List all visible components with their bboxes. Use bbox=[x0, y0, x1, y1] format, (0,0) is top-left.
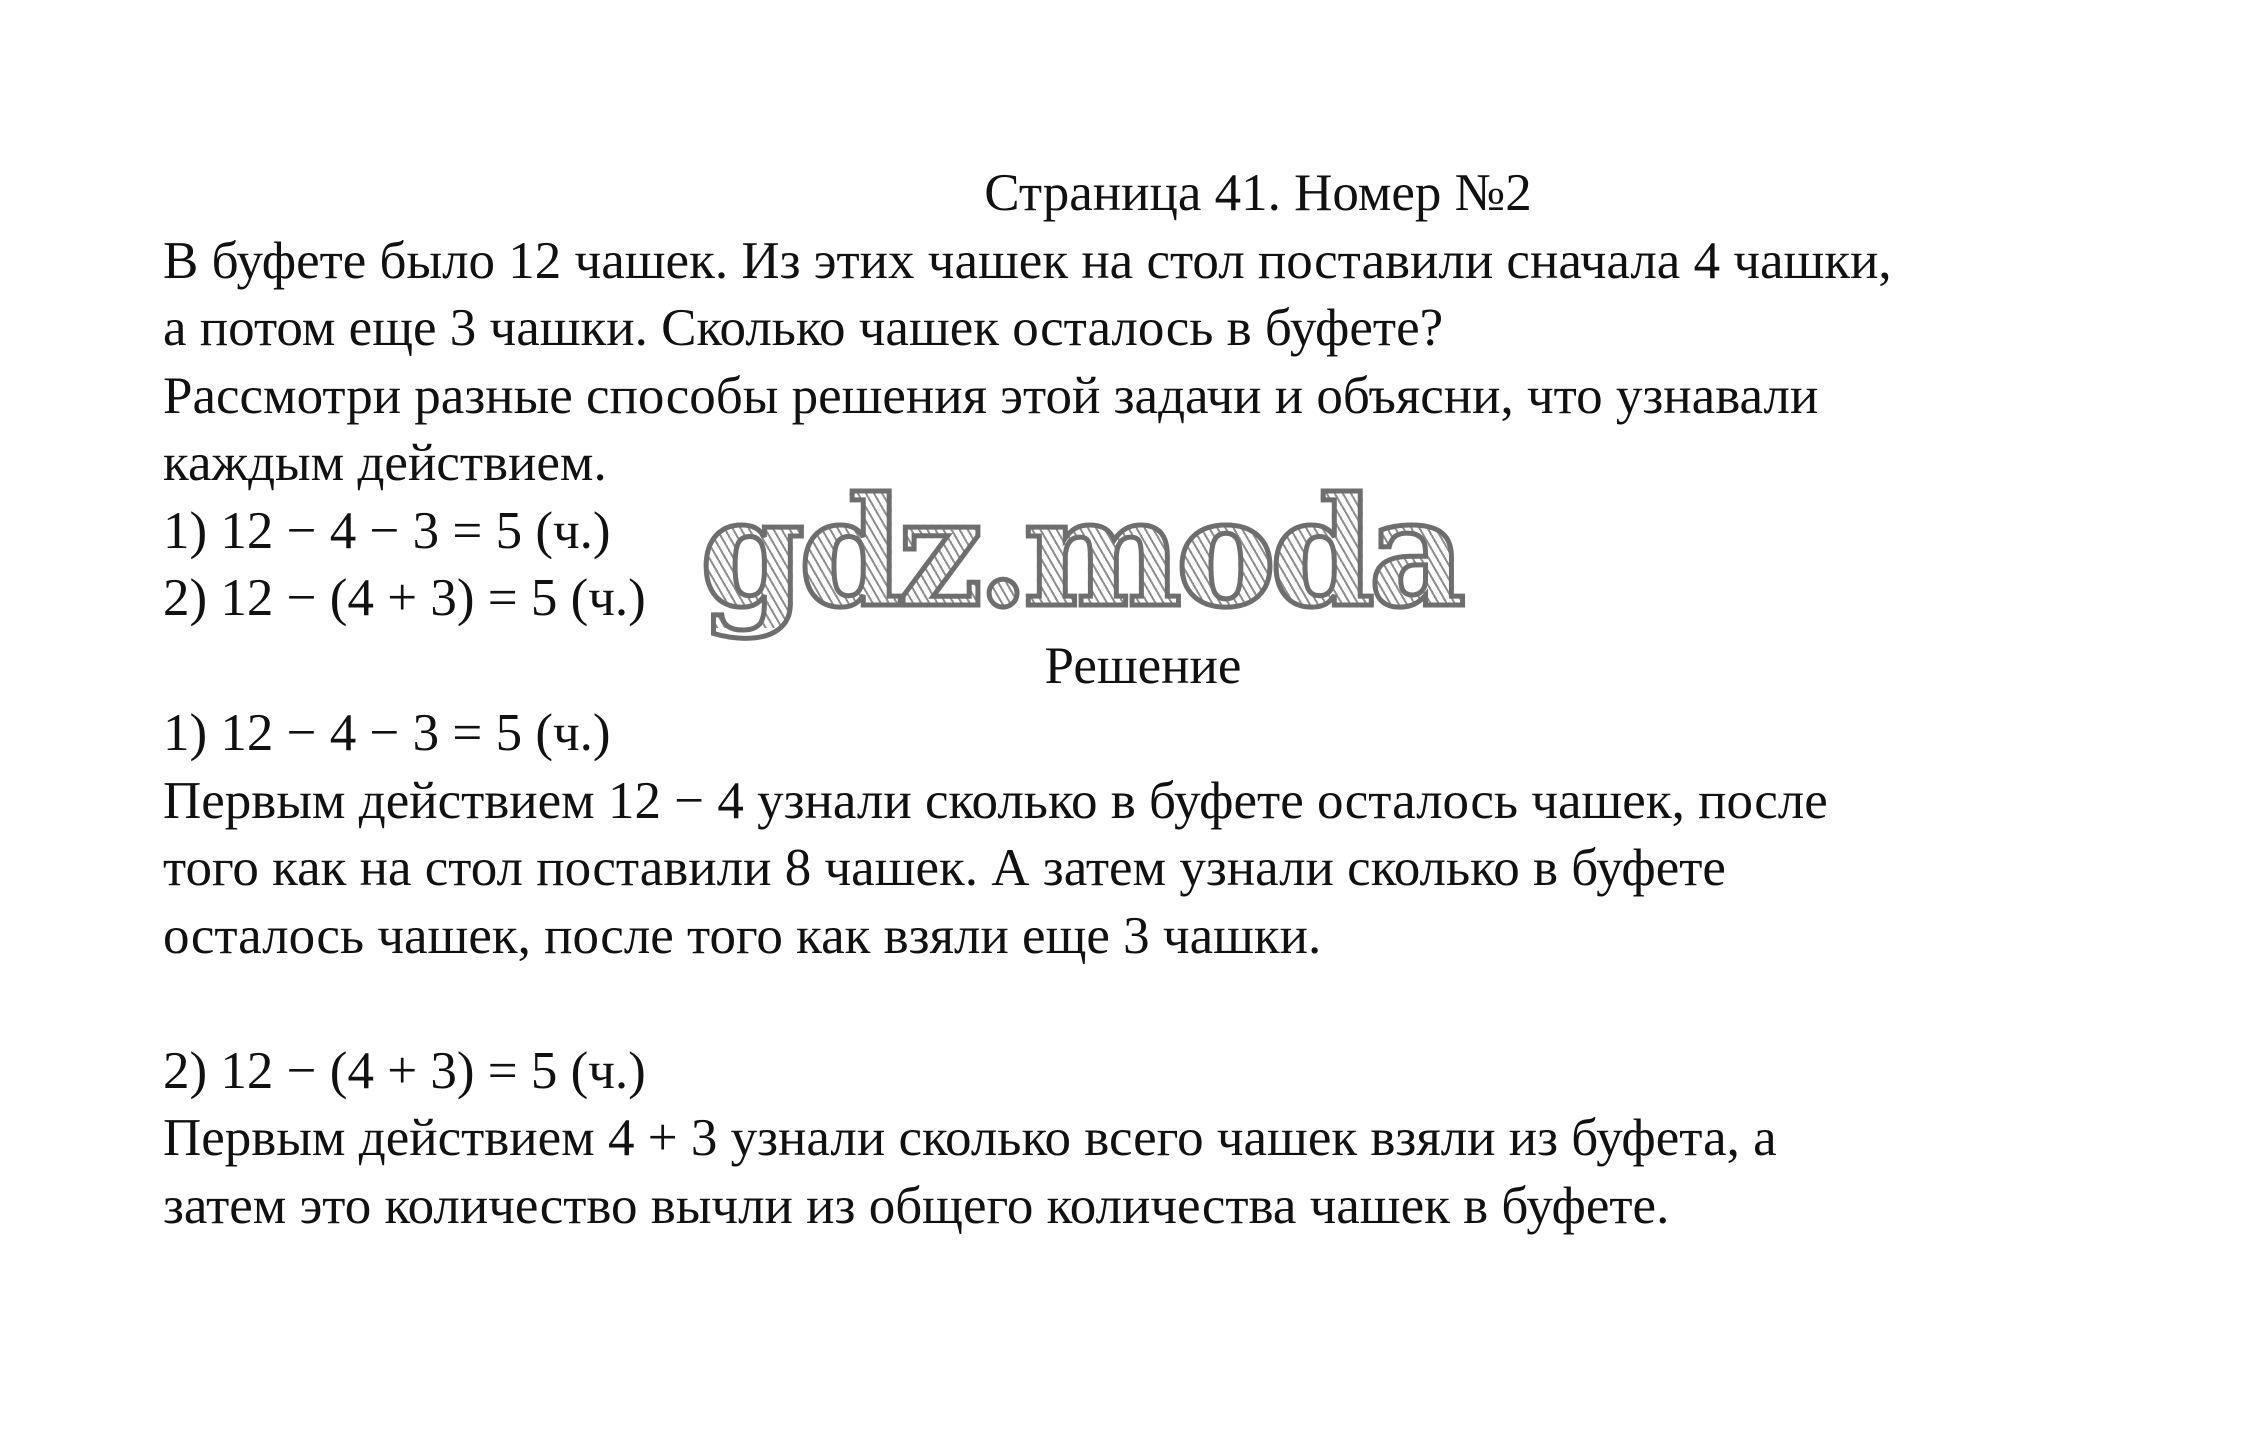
solution-1-line-2: того как на стол поставили 8 чашек. А затем узнали сколько в буфете bbox=[163, 839, 1726, 897]
problem-line-4: каждым действием. bbox=[163, 434, 607, 492]
page-title: Страница 41. Номер №2 bbox=[984, 164, 1532, 222]
solution-equation-2: 2) 12 − (4 + 3) = 5 (ч.) bbox=[163, 1041, 646, 1100]
problem-method-1: 1) 12 − 4 − 3 = 5 (ч.) bbox=[163, 501, 611, 560]
problem-line-2: а потом еще 3 чашки. Сколько чашек осталось в буфете? bbox=[163, 299, 1444, 357]
document-page bbox=[163, 160, 2123, 1240]
solution-2-line-1: Первым действием 4 + 3 узнали сколько всего чашек взяли из буфета, а bbox=[163, 1109, 1777, 1167]
solution-equation-1: 1) 12 − 4 − 3 = 5 (ч.) bbox=[163, 704, 611, 762]
solution-1-line-1: Первым действием 12 − 4 узнали сколько в буфете осталось чашек, после bbox=[163, 771, 1828, 830]
problem-line-1: В буфете было 12 чашек. Из этих чашек на стол поставили сначала 4 чашки, bbox=[163, 231, 1892, 290]
paragraph-spacer bbox=[163, 970, 2123, 1038]
watermark-logo: gdz.moda bbox=[700, 465, 1461, 641]
solution-1-line-3: осталось чашек, после того как взяли еще 3 чашки. bbox=[163, 906, 1322, 965]
solution-2-line-2: затем это количество вычли из общего количества чашек в буфете. bbox=[163, 1176, 1670, 1235]
solution-heading: Решение bbox=[1044, 636, 1242, 695]
problem-method-2: 2) 12 − (4 + 3) = 5 (ч.) bbox=[163, 569, 646, 627]
problem-line-3: Рассмотри разные способы решения этой задачи и объясни, что узнавали bbox=[163, 366, 1819, 425]
